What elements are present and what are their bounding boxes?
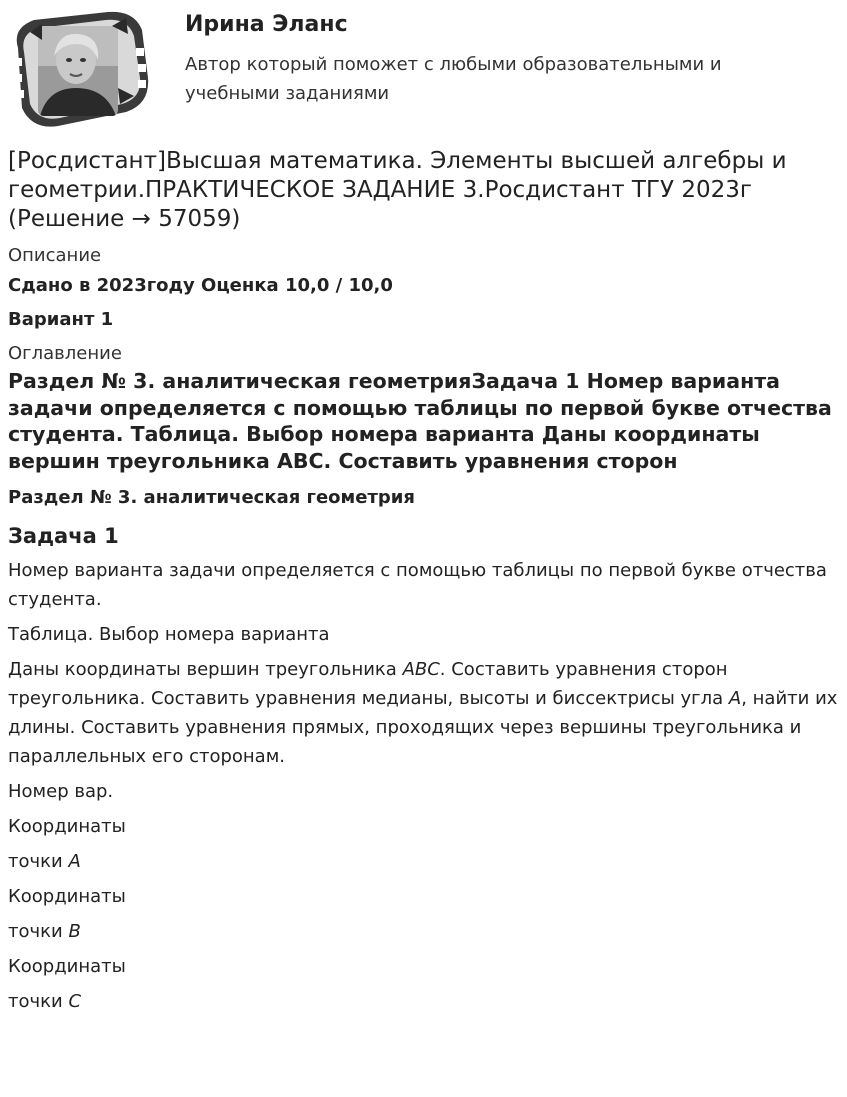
author-name[interactable]: Ирина Эланс — [185, 12, 348, 37]
description-label: Описание — [8, 245, 102, 266]
paragraph-table: Таблица. Выбор номера варианта — [8, 624, 330, 645]
table-cell-variant-number: Номер вар. — [8, 781, 114, 802]
author-description: Автор который поможет с любыми образовательными и учебными заданиями — [185, 54, 722, 104]
table-cell-point-c: точки C — [8, 991, 82, 1012]
document-content — [8, 147, 840, 1016]
var-point-c: C — [68, 991, 82, 1012]
var-a: A — [728, 688, 742, 709]
task-heading: Задача 1 — [8, 524, 119, 548]
task-text-2: . Составить уравнения сторон треугольника. Составить уравнения медианы, высоты и биссектрисы угла — [8, 659, 729, 709]
section-heading: Раздел № 3. аналитическая геометрия — [8, 487, 415, 508]
paragraph-task — [8, 655, 840, 771]
task-text-3: , найти их длины. Составить уравнения прямых, проходящих через вершины треугольника и параллельных его сторонам. — [8, 688, 838, 767]
variant-line: Вариант 1 — [8, 309, 114, 330]
table-cell-coords-b-header: Координаты — [8, 886, 126, 907]
document-title: [Росдистант]Высшая математика. Элементы высшей алгебры и геометрии.ПРАКТИЧЕСКОЕ ЗАДАНИЕ 3.Росдистант ТГУ 2023г (Решение → 57059) — [8, 148, 787, 232]
var-abc: ABC — [402, 659, 440, 680]
var-point-b: B — [68, 921, 81, 942]
table-cell-coords-c-header: Координаты — [8, 956, 126, 977]
task-text-1: Даны координаты вершин треугольника — [8, 659, 403, 680]
author-card — [0, 0, 847, 140]
var-point-a: A — [68, 851, 81, 872]
toc-label: Оглавление — [8, 343, 122, 364]
table-cell-coords-a-header: Координаты — [8, 816, 126, 837]
submitted-line: Сдано в 2023году Оценка 10,0 / 10,0 — [8, 275, 393, 296]
author-avatar[interactable] — [8, 8, 150, 128]
toc-text: Раздел № 3. аналитическая геометрияЗадача 1 Номер варианта задачи определяется с помощью таблицы по первой букве отчества студента. Таблица. Выбор номера варианта Даны координаты вершин треугольника ABC. Составить уравнения сторон — [8, 369, 832, 473]
table-cell-point-b: точки B — [8, 921, 81, 942]
table-cell-point-a: точки A — [8, 851, 81, 872]
paragraph-variant: Номер варианта задачи определяется с помощью таблицы по первой букве отчества студента. — [8, 560, 827, 610]
avatar-frame-icon — [8, 8, 150, 128]
